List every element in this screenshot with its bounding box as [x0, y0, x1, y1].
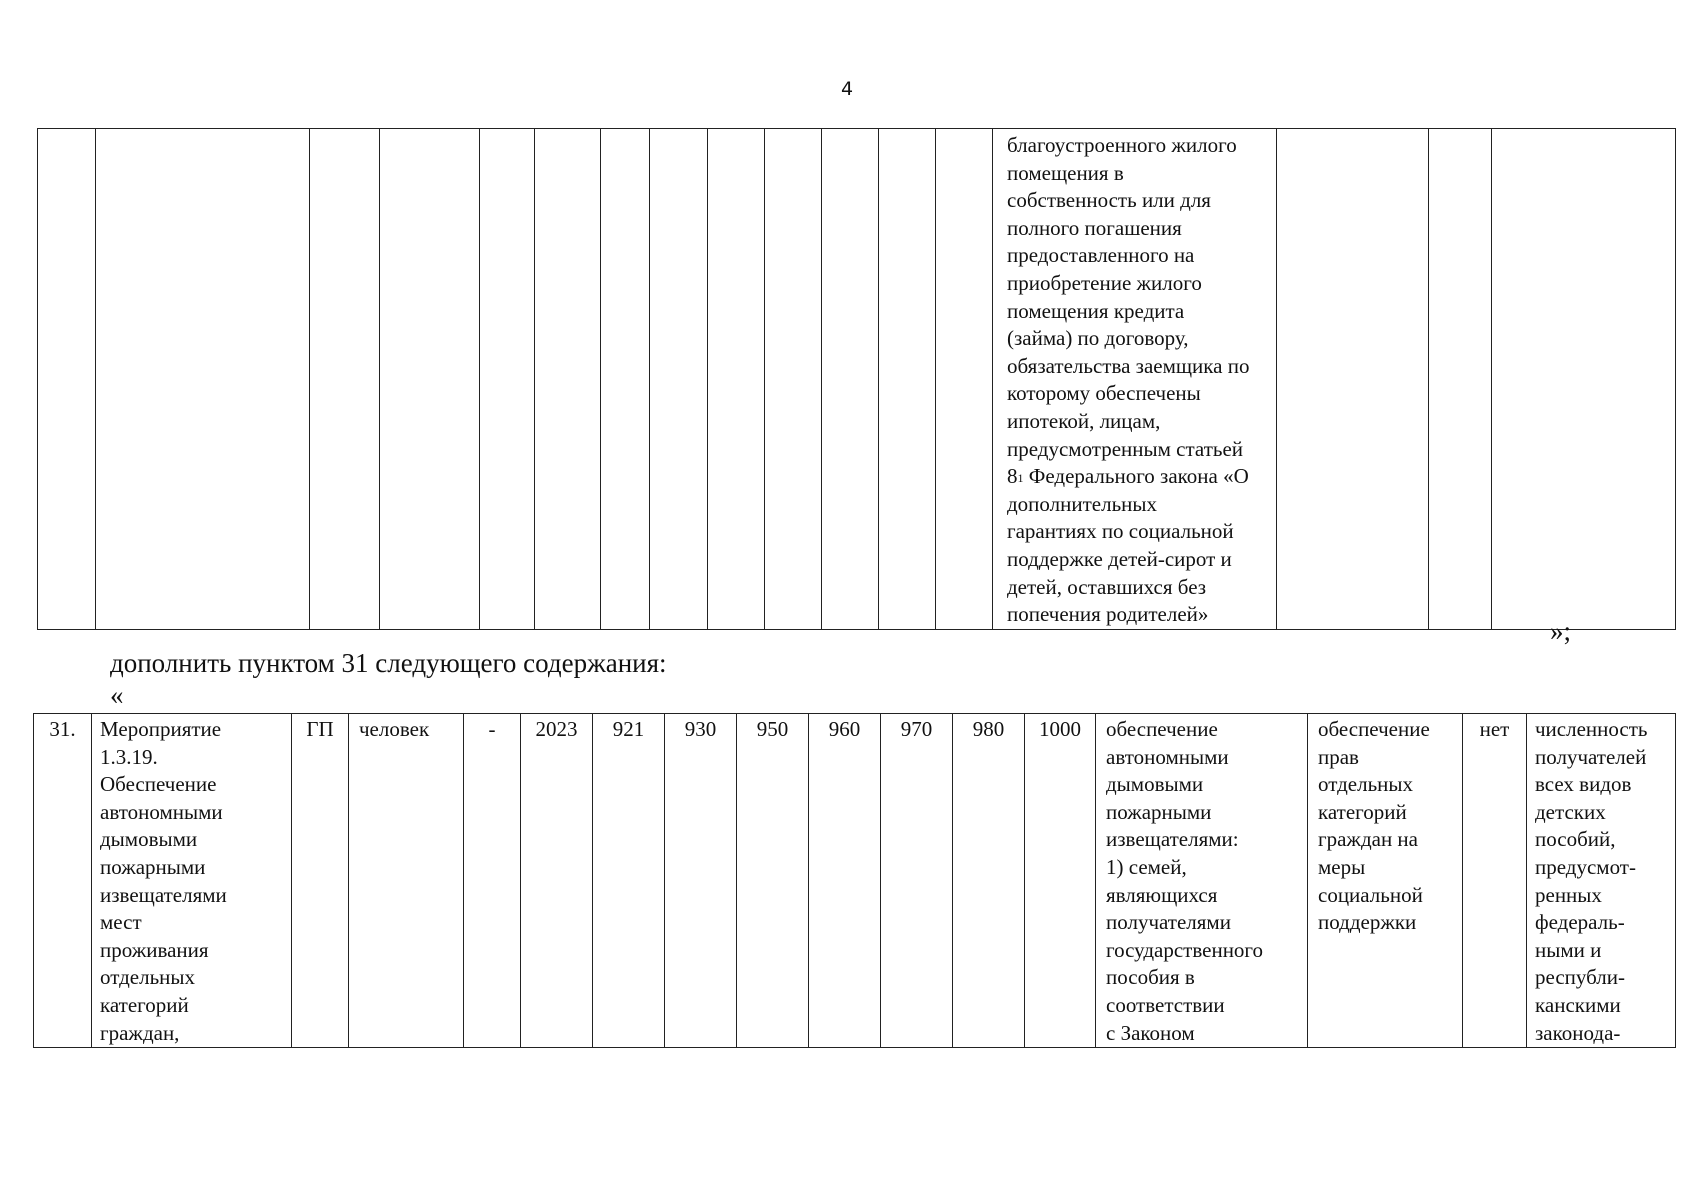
text-line: граждан на [1318, 827, 1418, 852]
text-line: 1) семей, [1106, 854, 1187, 879]
table-cell [765, 129, 822, 630]
text-line: 1.3.19. [100, 744, 158, 769]
goal-cell [1308, 714, 1463, 1048]
text-line: обязательства заемщика по [1007, 353, 1250, 378]
text-line: меры [1318, 854, 1366, 879]
text-line: государственного [1106, 937, 1264, 962]
text-line: полного погашения [1007, 215, 1182, 240]
value-cell: 980 [953, 714, 1025, 1048]
text-line: Обеспечение [100, 772, 217, 797]
value-cell: 1000 [1025, 714, 1096, 1048]
value-cell: 921 [593, 714, 665, 1048]
row-31-table [33, 713, 1676, 1048]
text-line: пожарными [100, 854, 206, 879]
text-line: Мероприятие [100, 717, 222, 741]
text-line: поддержке детей-сирот и [1007, 546, 1232, 571]
text-line: проживания [100, 937, 209, 962]
text-line: канскими [1535, 992, 1621, 1017]
text-line: обеспечение [1106, 717, 1218, 741]
text-line: всех видов [1535, 772, 1632, 797]
text-line: извещателями: [1106, 827, 1239, 852]
description-cell [993, 129, 1277, 630]
text-line: категорий [100, 992, 189, 1017]
text-line: предусмот- [1535, 854, 1636, 879]
text-line: с Законом [1106, 1020, 1195, 1045]
text-line: предоставленного на [1007, 243, 1195, 268]
table-cell [1277, 129, 1429, 630]
text-line: (займа) по договору, [1007, 326, 1189, 351]
page-number: 4 [840, 78, 854, 100]
text-line: которому обеспечены [1007, 381, 1201, 406]
text-fragment: Федерального закона «О [1028, 464, 1249, 489]
text-line: обеспечение [1318, 717, 1430, 741]
text-line: численность [1535, 717, 1648, 741]
value-cell: 930 [665, 714, 737, 1048]
text-line: отдельных [1318, 772, 1414, 797]
table-cell [936, 129, 993, 630]
value-cell: 950 [737, 714, 809, 1048]
text-line: дымовыми [100, 827, 198, 852]
text-line: автономными [100, 799, 223, 824]
base-value-cell: - [464, 714, 521, 1048]
text-line: детских [1535, 799, 1606, 824]
amendment-intro: дополнить пунктом 31 следующего содержания: [110, 648, 667, 678]
continued-table [37, 128, 1676, 630]
table-cell [708, 129, 765, 630]
result-cell [1096, 714, 1308, 1048]
table-cell [535, 129, 601, 630]
text-line: мест [100, 910, 142, 935]
opening-quote: « [110, 680, 124, 710]
text-line: получателями [1106, 910, 1231, 935]
text-line: получателей [1535, 744, 1647, 769]
table-cell [380, 129, 480, 630]
text-line: прав [1318, 744, 1359, 769]
unit-cell: человек [349, 714, 464, 1048]
text-line: поддержки [1318, 910, 1417, 935]
table-cell [38, 129, 96, 630]
text-line: предусмотренным статьей [1007, 436, 1244, 461]
text-line: пожарными [1106, 799, 1212, 824]
text-line: извещателями [100, 882, 227, 907]
year-cell: 2023 [521, 714, 593, 1048]
text-line: детей, оставшихся без [1007, 574, 1207, 599]
activity-cell [92, 714, 292, 1048]
text-line [1007, 463, 1272, 491]
value-cell: 960 [809, 714, 881, 1048]
text-line: гарантиях по социальной [1007, 519, 1234, 544]
text-line: благоустроенного жилого [1007, 133, 1237, 157]
table-cell [601, 129, 650, 630]
table-row [34, 714, 1676, 1048]
closing-quote: »; [1550, 616, 1572, 646]
table-cell [96, 129, 310, 630]
text-line: граждан, [100, 1020, 180, 1045]
text-line: пособия в [1106, 965, 1195, 990]
text-line: федераль- [1535, 910, 1625, 935]
text-line: являющихся [1106, 882, 1218, 907]
text-line: приобретение жилого [1007, 270, 1202, 295]
text-line: республи- [1535, 965, 1625, 990]
text-line: социальной [1318, 882, 1423, 907]
table-row [38, 129, 1676, 630]
text-line: категорий [1318, 799, 1407, 824]
table-cell [1429, 129, 1492, 630]
text-line: дополнительных [1007, 491, 1158, 516]
text-line: помещения в [1007, 160, 1124, 185]
text-line: ипотекой, лицам, [1007, 408, 1161, 433]
table-cell [310, 129, 380, 630]
text-line: собственность или для [1007, 188, 1211, 213]
table-cell [1492, 129, 1676, 630]
text-line: соответствии [1106, 992, 1225, 1017]
text-line: ренных [1535, 882, 1602, 907]
text-line: помещения кредита [1007, 298, 1185, 323]
indicator-cell [1527, 714, 1676, 1048]
table-cell [480, 129, 535, 630]
flag-cell: нет [1463, 714, 1527, 1048]
article-superscript: 1 [1017, 471, 1024, 486]
text-line: отдельных [100, 965, 196, 990]
table-cell [650, 129, 708, 630]
program-cell: ГП [292, 714, 349, 1048]
value-cell: 970 [881, 714, 953, 1048]
text-line: попечения родителей» [1007, 602, 1209, 627]
table-cell [822, 129, 879, 630]
text-line: законода- [1535, 1020, 1621, 1045]
row-number-cell: 31. [34, 714, 92, 1048]
article-number: 8 [1007, 464, 1018, 489]
table-cell [879, 129, 936, 630]
text-line: дымовыми [1106, 772, 1204, 797]
text-line: автономными [1106, 744, 1229, 769]
text-line: пособий, [1535, 827, 1616, 852]
text-line: ными и [1535, 937, 1602, 962]
